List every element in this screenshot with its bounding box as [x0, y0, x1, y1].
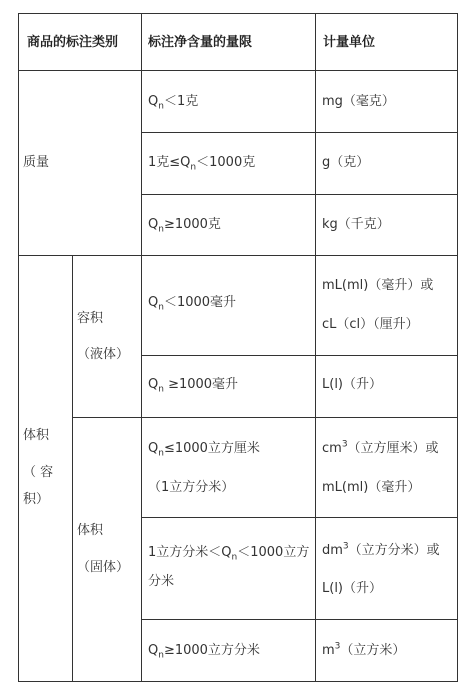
category-volume-line1: 体积 [23, 428, 50, 443]
subcategory-solid-line2: （固体） [77, 560, 130, 575]
solid-quantity-1-line2: （1立方分米） [148, 480, 235, 495]
header-unit: 计量单位 [323, 35, 376, 50]
column-divider [141, 13, 142, 682]
header-quantity: 标注净含量的量限 [148, 35, 253, 50]
solid-unit-2-line2: L(l)（升） [322, 581, 382, 596]
mass-unit-2: g（克） [322, 155, 370, 170]
table-border-top [18, 13, 458, 14]
column-divider [315, 13, 316, 682]
mass-quantity-3: $Q_n\ge 1000$克 [148, 217, 221, 235]
table-border-left [18, 13, 19, 682]
category-volume-line3: 积） [23, 492, 50, 507]
subcategory-liquid-line2: （液体） [77, 347, 130, 362]
liquid-unit-1-line1: mL(ml)（毫升）或 [322, 278, 434, 293]
column-divider [72, 255, 73, 682]
solid-quantity-2-line1: 1立方分米$<Q_n<1000$立方 [148, 545, 310, 563]
mass-unit-3: kg（千克） [322, 217, 390, 232]
liquid-quantity-2: $Q_n \ge 1000$毫升 [148, 377, 239, 395]
solid-quantity-1-line1: $Q_n\le 1000$立方厘米 [148, 441, 260, 459]
mass-quantity-1: $Q_n<1$克 [148, 94, 199, 112]
solid-quantity-2-line2: 分米 [148, 574, 175, 589]
solid-unit-3: $m^3$（立方米） [322, 641, 406, 658]
mass-unit-1: mg（毫克） [322, 94, 395, 109]
row-divider [141, 355, 458, 356]
row-divider [141, 517, 458, 518]
row-divider [141, 619, 458, 620]
subcategory-liquid-line1: 容积 [77, 311, 104, 326]
table-border-right [457, 13, 458, 682]
row-divider [141, 132, 458, 133]
liquid-unit-1-line2: cL（cl）（厘升） [322, 317, 419, 332]
table-border-bottom [18, 681, 458, 682]
category-mass: 质量 [23, 155, 50, 170]
liquid-unit-2: L(l)（升） [322, 377, 382, 392]
solid-unit-2-line1: $dm^3$（立方分米）或 [322, 541, 440, 558]
subcategory-solid-line1: 体积 [77, 523, 104, 538]
solid-unit-1-line1: $cm^3$（立方厘米）或 [322, 439, 439, 456]
liquid-quantity-1: $Q_n<1000$毫升 [148, 295, 237, 313]
solid-unit-1-line2: mL(ml)（毫升） [322, 480, 421, 495]
mass-quantity-2: 1克$\le Q_n<1000$克 [148, 155, 256, 173]
section-divider [18, 255, 458, 256]
subsection-divider [72, 417, 458, 418]
row-divider [141, 194, 458, 195]
category-volume-line2: （ 容 [23, 465, 54, 480]
header-category: 商品的标注类别 [27, 35, 119, 50]
solid-quantity-3: $Q_n\ge 1000$立方分米 [148, 643, 260, 661]
header-bottom-border [18, 70, 458, 71]
